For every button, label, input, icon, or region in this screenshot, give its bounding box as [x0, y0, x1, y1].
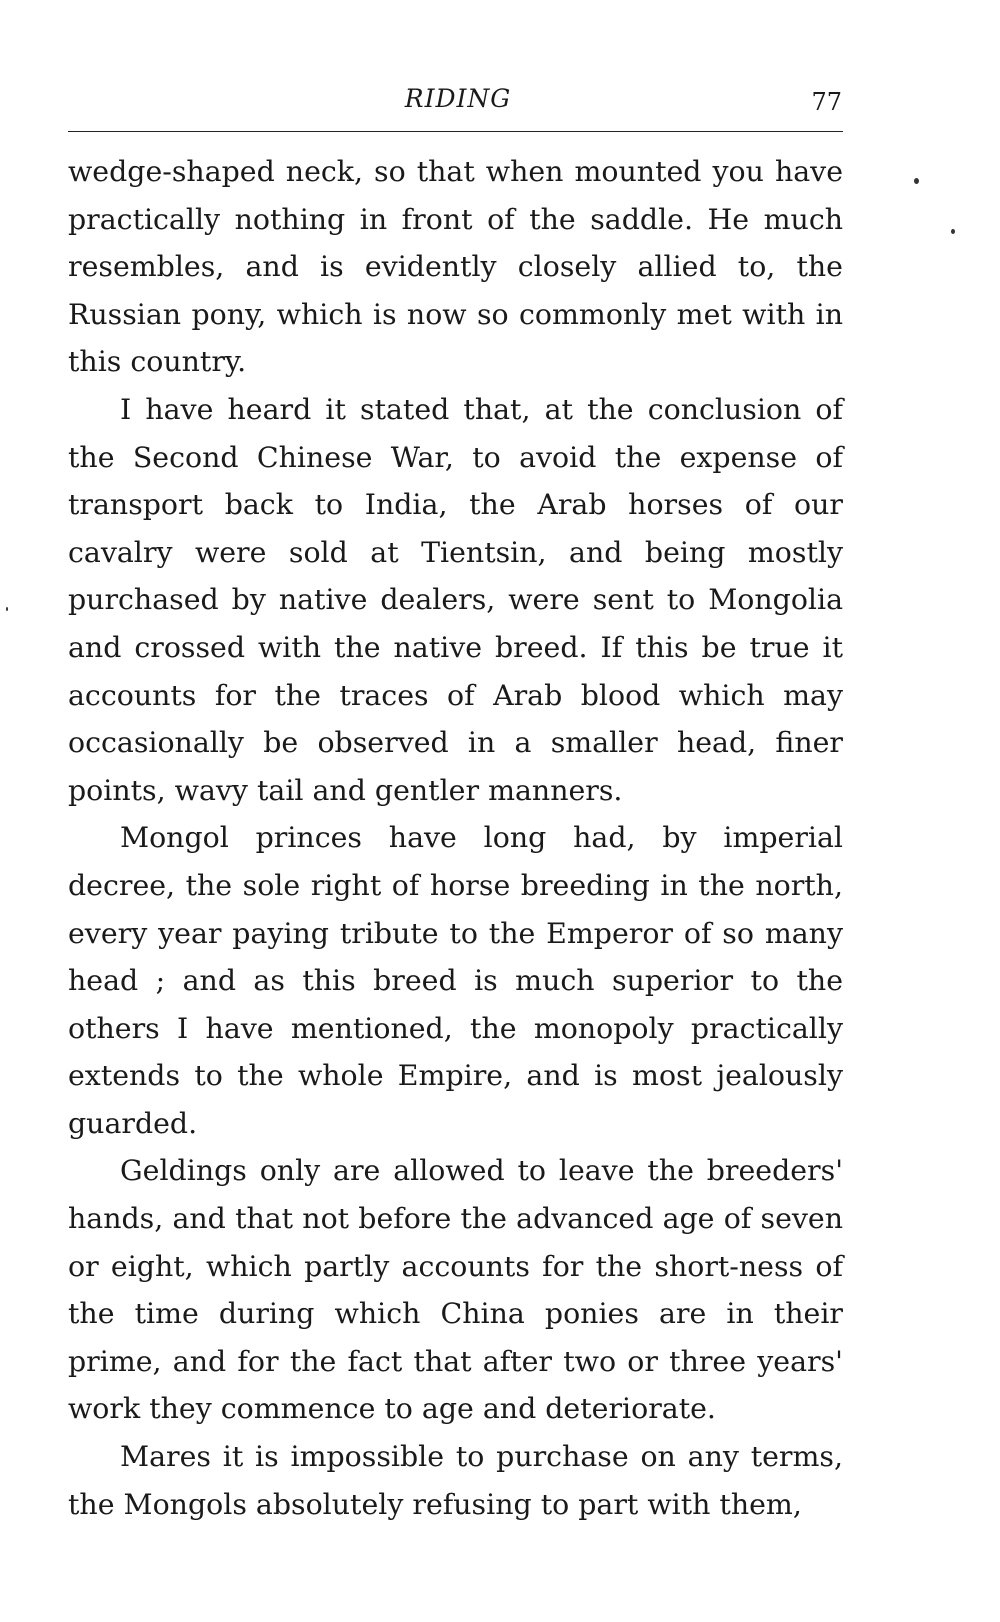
page-number: 77	[811, 88, 842, 116]
paragraph-5: Mares it is impossible to purchase on any terms, the Mongols absolutely refusing to part with them,	[68, 1440, 843, 1521]
body-text	[68, 148, 843, 1528]
running-title: RIDING	[404, 84, 512, 113]
scan-speck	[914, 178, 919, 184]
paragraph-1: wedge-shaped neck, so that when mounted you have practically nothing in front of the saddle. He much resembles, and is evidently closely allied to, the Russian pony, which is now so commonly met with in this country.	[68, 155, 843, 379]
running-header	[68, 78, 848, 118]
header-rule	[68, 131, 843, 132]
paragraph-4: Geldings only are allowed to leave the breeders' hands, and that not before the advanced age of seven or eight, which partly accounts for the short-ness of the time during which China ponies are in their prime, and for the fact that after two or three years' work they commence to age and deteriorate.	[68, 1154, 843, 1426]
paragraph-2: I have heard it stated that, at the conclusion of the Second Chinese War, to avoid the expense of transport back to India, the Arab horses of our cavalry were sold at Tientsin, and being mostly purchased by native dealers, were sent to Mongolia and crossed with the native breed. If this be true it accounts for the traces of Arab blood which may occasionally be observed in a smaller head, finer points, wavy tail and gentler manners.	[68, 392, 843, 807]
paragraph-3: Mongol princes have long had, by imperial decree, the sole right of horse breeding in the north, every year paying tribute to the Emperor of so many head ; and as this breed is much superior to the others I have mentioned, the monopoly practically extends to the whole Empire, and is most jealously guarded.	[68, 821, 843, 1140]
scan-speck	[951, 229, 955, 234]
scan-speck	[6, 607, 8, 611]
